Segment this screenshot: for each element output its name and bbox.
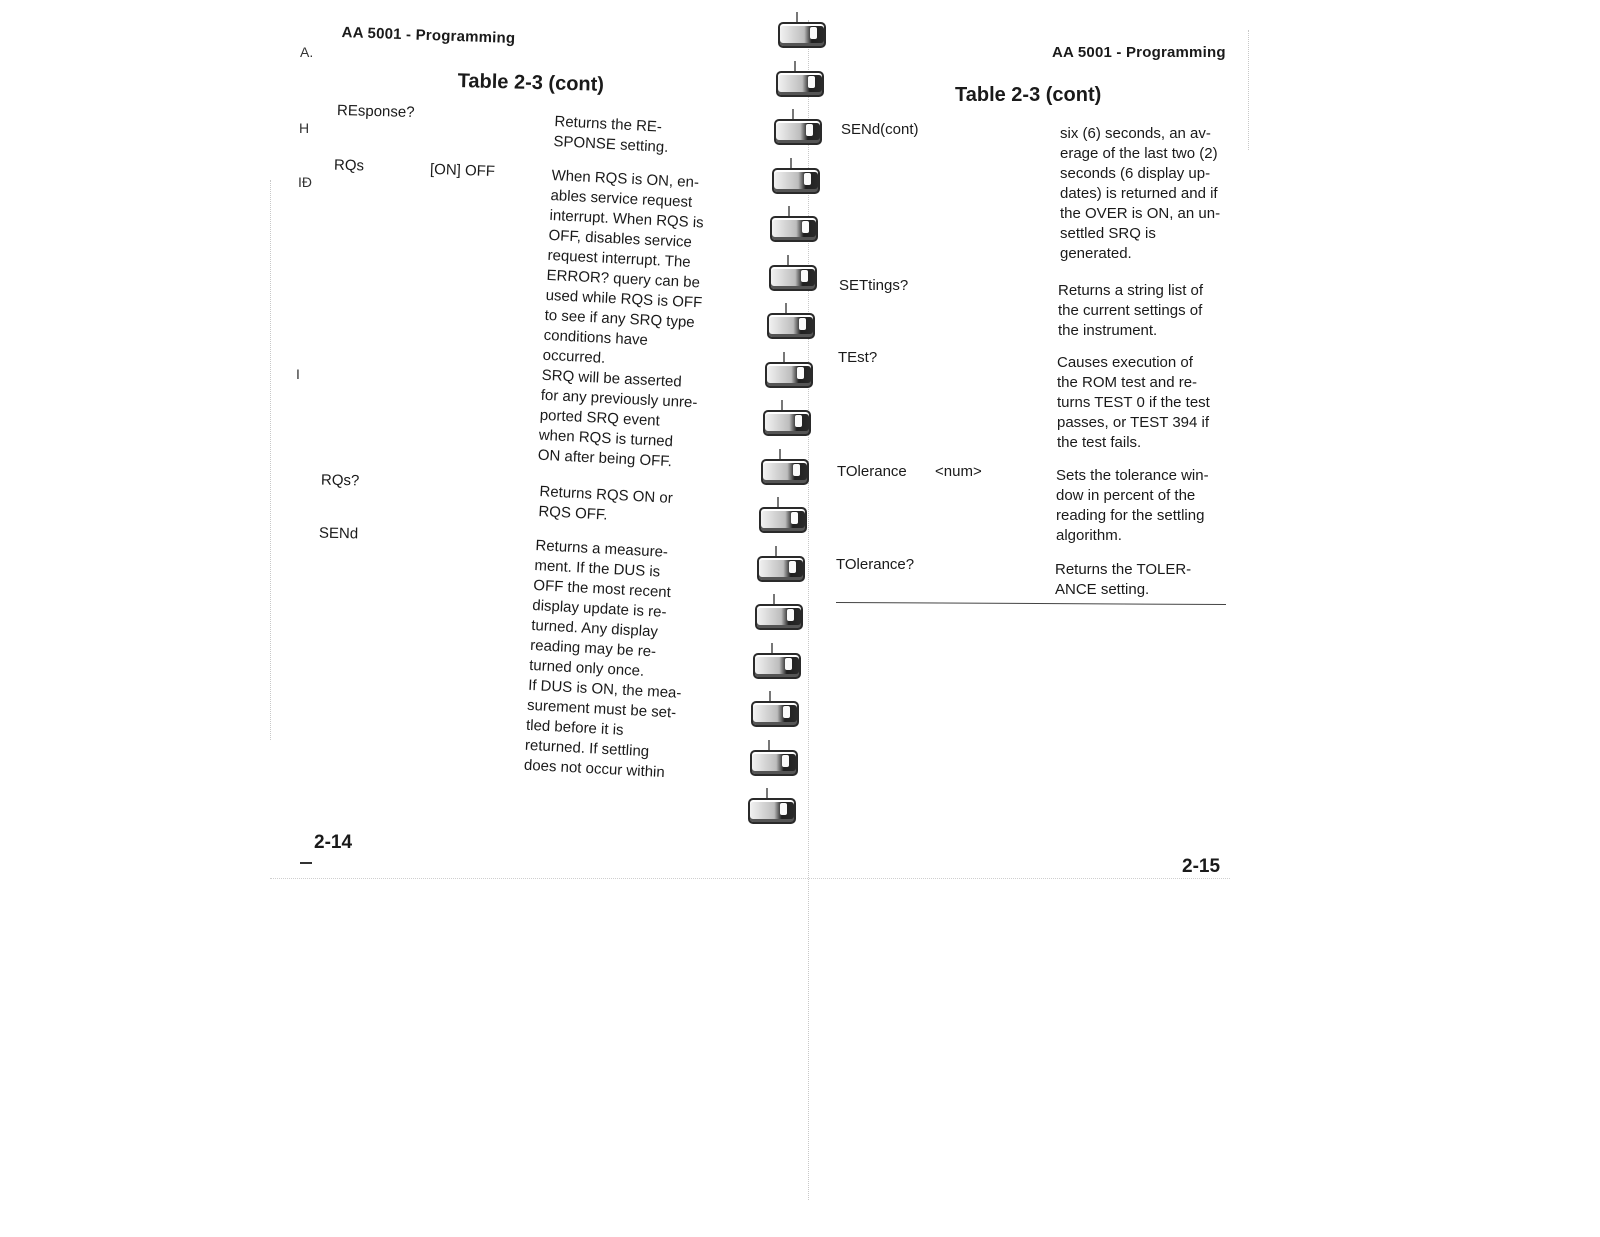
binding-coil <box>776 71 824 97</box>
binding-coil <box>767 313 815 339</box>
binding-coil <box>757 556 805 582</box>
cmd-tolerance-query: TOlerance? <box>836 556 915 573</box>
binding-coil <box>774 119 822 145</box>
cmd-tolerance: TOlerance <box>837 463 907 480</box>
desc-send: Returns a measure- ment. If the DUS is OFF the most recent display update is re- turned. Any display reading may be re- turned only once. If DUS is ON, the mea- surement must be set- tled before it is returned. If settling does not occur within <box>523 536 682 782</box>
right-page-number: 2-15 <box>1182 856 1221 877</box>
binding-coil <box>753 653 801 679</box>
binding-coil <box>765 362 813 388</box>
binding-coil <box>748 798 796 824</box>
desc-rqs: When RQS is ON, en- ables service request interrupt. When RQS is OFF, disables service request interrupt. The ERROR? query can be used while RQS is OFF to see if any SRQ type conditions have occurred. SRQ will be asserted for any previously unre- ported SRQ event when RQS is turned ON after being OFF. <box>537 166 705 471</box>
binding-coil <box>761 459 809 485</box>
binding-coil <box>750 750 798 776</box>
left-table-title: Table 2-3 (cont) <box>457 70 605 96</box>
binding-coil <box>769 265 817 291</box>
cmd-send: SENd <box>318 524 359 543</box>
cmd-rqs-query: RQs? <box>320 471 360 490</box>
binding-coil <box>755 604 803 630</box>
desc-tolerance-query: Returns the TOLER- ANCE setting. <box>1055 561 1192 598</box>
binding-coil <box>778 22 826 48</box>
arg-rqs: [ON] OFF <box>429 160 496 181</box>
cmd-settings-query: SETtings? <box>839 277 909 294</box>
desc-send-cont: six (6) seconds, an av- erage of the last two (2) seconds (6 display up- dates) is returned and if the OVER is ON, an un- settled SRQ is generated. <box>1060 125 1221 262</box>
arg-tolerance: <num> <box>935 463 982 480</box>
table-end-rule <box>836 602 1226 605</box>
right-page-edge <box>1248 30 1249 150</box>
cmd-rqs: RQs <box>333 156 365 175</box>
binding-coil <box>772 168 820 194</box>
desc-settings-query: Returns a string list of the current settings of the instrument. <box>1058 282 1204 339</box>
left-page-dash <box>300 862 312 864</box>
left-page-edge <box>270 180 271 740</box>
binding-coil <box>763 410 811 436</box>
bottom-page-edge <box>270 878 1230 879</box>
right-table-title: Table 2-3 (cont) <box>955 84 1102 106</box>
cmd-response-query: REsponse? <box>336 101 415 122</box>
desc-tolerance: Sets the tolerance win- dow in percent of the reading for the settling algorithm. <box>1056 467 1209 544</box>
cmd-test-query: TEst? <box>838 349 878 366</box>
left-page-header: AA 5001 - Programming <box>341 24 516 48</box>
margin-mark-h: H <box>299 120 310 136</box>
desc-rqs-query: Returns RQS ON or RQS OFF. <box>538 482 674 524</box>
page-gutter-line <box>808 20 809 1200</box>
desc-response-query: Returns the RE- SPONSE setting. <box>553 112 669 156</box>
right-page-header: AA 5001 - Programming <box>1052 44 1226 61</box>
margin-mark-i-bracket: IĐ <box>298 174 312 190</box>
cmd-send-cont: SENd(cont) <box>841 121 919 138</box>
desc-test-query: Causes execution of the ROM test and re- turns TEST 0 if the test passes, or TEST 394 if the test fails. <box>1057 354 1210 451</box>
binding-coil <box>751 701 799 727</box>
binding-coil <box>759 507 807 533</box>
left-page-number: 2-14 <box>314 832 353 853</box>
binding-coil <box>770 216 818 242</box>
margin-mark-a: A. <box>300 44 314 60</box>
margin-mark-i: I <box>296 366 300 382</box>
